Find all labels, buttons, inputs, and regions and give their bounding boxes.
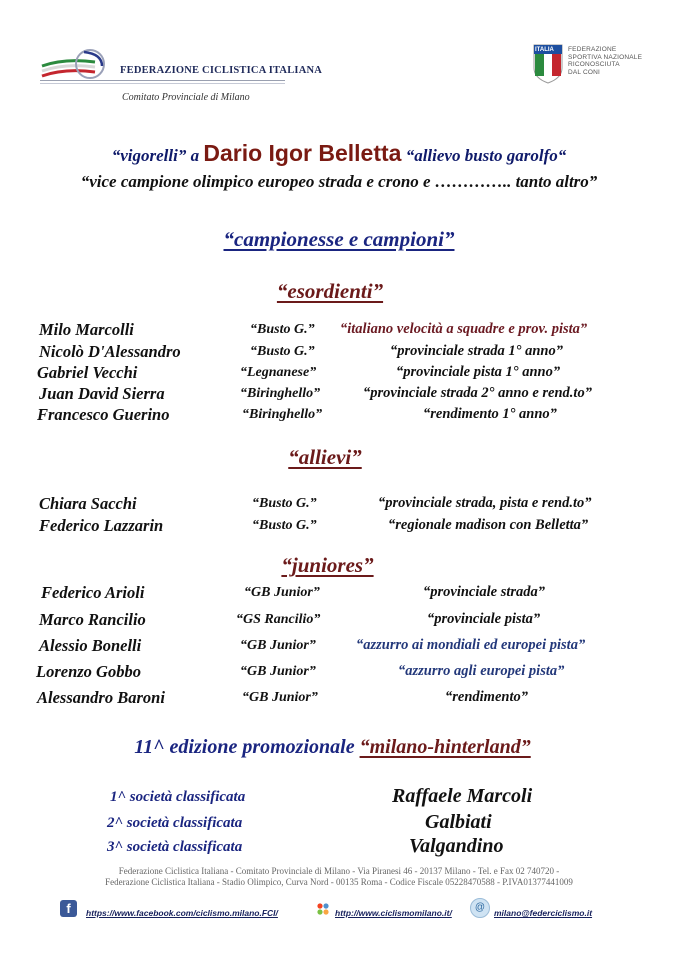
fci-logo-icon [40, 44, 110, 84]
athlete-name: Marco Rancilio [39, 610, 146, 629]
athlete-title: “azzurro agli europei pista” [398, 663, 565, 679]
facebook-icon[interactable]: f [60, 900, 77, 917]
title-line [0, 140, 678, 167]
athlete-name: Francesco Guerino [37, 405, 170, 424]
coni-italia-label: ITALIA [535, 47, 554, 53]
title-suffix: “allievo busto garolfo“ [401, 146, 567, 165]
athlete-team: “GB Junior” [240, 638, 316, 653]
athlete-team: “Busto G.” [250, 344, 315, 359]
category-heading-allievi: “allievi” [288, 445, 362, 469]
ranking-label: 1^ società classificata [110, 789, 246, 805]
header-divider [40, 83, 285, 84]
athlete-name: Alessandro Baroni [37, 688, 165, 707]
title-prefix: “vigorelli” a [111, 146, 204, 165]
athlete-team: “GB Junior” [240, 664, 316, 679]
athlete-title: “provinciale pista” [427, 611, 541, 627]
footer-address-milano: Federazione Ciclistica Italiana - Comitato Provinciale di Milano - Via Piranesi 46 - 20137 Milano - Tel. e Fax 02 740720 - [118, 866, 560, 876]
athlete-title: “regionale madison con Belletta” [388, 517, 589, 533]
promo-heading [0, 736, 665, 759]
promo-heading-prefix: 11^ edizione promozionale [134, 736, 360, 758]
honoree-name: Dario Igor Belletta [203, 140, 402, 166]
athlete-title: “rendimento” [445, 689, 528, 705]
athlete-title: “provinciale strada” [423, 584, 546, 600]
athlete-team: “Biringhello” [242, 407, 323, 422]
athlete-title: “rendimento 1° anno” [423, 406, 557, 422]
facebook-link[interactable]: https://www.facebook.com/ciclismo.milano.FCI/ [86, 908, 278, 918]
athlete-name: Alessio Bonelli [39, 636, 142, 655]
athlete-title: “provinciale pista 1° anno” [396, 364, 561, 380]
athlete-team: “Busto G.” [252, 518, 317, 533]
category-heading-juniores: “juniores” [281, 553, 374, 577]
ranking-team: Galbiati [425, 811, 492, 833]
ranking-team: Raffaele Marcoli [392, 785, 533, 807]
athlete-name: Chiara Sacchi [39, 494, 137, 513]
category-heading-esordienti: “esordienti” [276, 279, 384, 303]
athlete-team: “Busto G.” [250, 322, 315, 337]
athlete-name: Nicolò D'Alessandro [39, 342, 181, 361]
athlete-name: Lorenzo Gobbo [36, 662, 141, 681]
athlete-name: Milo Marcolli [39, 320, 134, 339]
athlete-title: “provinciale strada, pista e rend.to” [378, 495, 592, 511]
federation-name: FEDERAZIONE CICLISTICA ITALIANA [120, 65, 323, 76]
athlete-title: “provinciale strada 1° anno” [390, 343, 563, 359]
email-icon[interactable]: @ [470, 898, 490, 918]
ranking-label: 3^ società classificata [107, 839, 243, 855]
header-divider [40, 80, 285, 81]
website-link[interactable]: http://www.ciclismomilano.it/ [335, 908, 452, 918]
athlete-name: Juan David Sierra [39, 384, 165, 403]
ranking-team: Valgandino [409, 835, 504, 857]
section-heading-campioni: “campionesse e campioni” [223, 227, 455, 251]
coni-recognition-text: FEDERAZIONE SPORTIVA NAZIONALE RICONOSCIUTA DAL CONI [568, 46, 643, 76]
athlete-team: “GS Rancilio” [236, 612, 321, 627]
athlete-name: Federico Lazzarin [39, 516, 164, 535]
athlete-team: “Busto G.” [252, 496, 317, 511]
ranking-label: 2^ società classificata [107, 815, 243, 831]
athlete-title: “italiano velocità a squadre e prov. pista” [340, 321, 588, 337]
comitato-label: Comitato Provinciale di Milano [122, 92, 250, 103]
athlete-name: Federico Arioli [41, 583, 145, 602]
athlete-name: Gabriel Vecchi [37, 363, 138, 382]
athlete-team: “GB Junior” [242, 690, 318, 705]
promo-heading-highlight: “milano-hinterland” [359, 736, 531, 758]
footer-address-roma: Federazione Ciclistica Italiana - Stadio Olimpico, Curva Nord - 00135 Roma - Codice Fiscale 05228470588 - P.IVA01377441009 [105, 877, 573, 887]
athlete-title: “provinciale strada 2° anno e rend.to” [363, 385, 592, 401]
email-link[interactable]: milano@federciclismo.it [494, 908, 593, 918]
athlete-team: “Biringhello” [240, 386, 321, 401]
title-subtitle: “vice campione olimpico europeo strada e crono e ………….. tanto altro” [80, 172, 598, 191]
athlete-team: “Legnanese” [240, 365, 317, 380]
joomla-icon[interactable] [316, 902, 330, 916]
athlete-team: “GB Junior” [244, 585, 320, 600]
athlete-title: “azzurro ai mondiali ed europei pista” [356, 637, 586, 653]
